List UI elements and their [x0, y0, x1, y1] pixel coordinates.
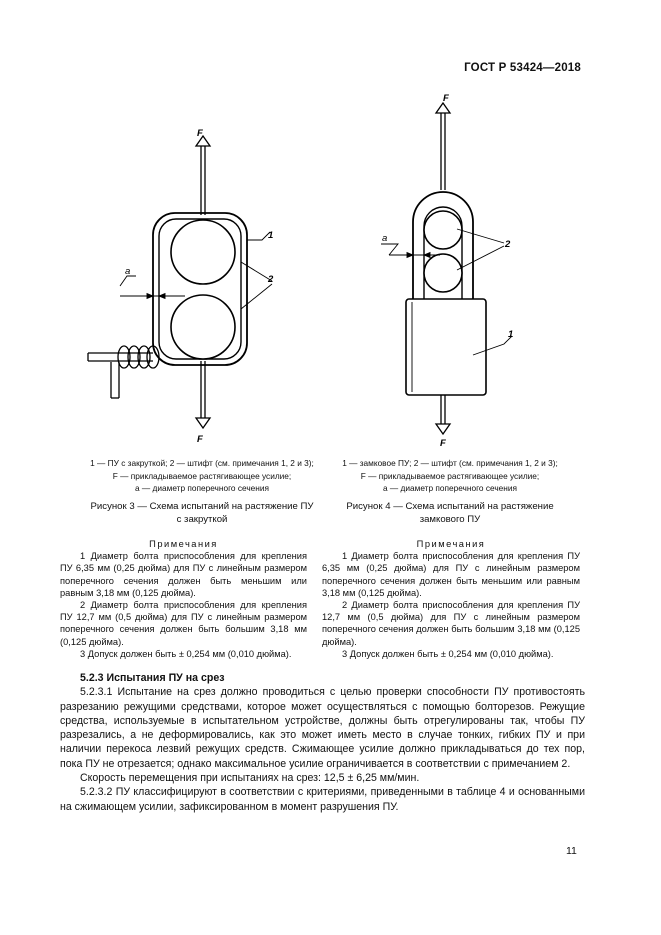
note-2: 2 Диаметр болта приспособления для крепления ПУ 12,7 мм (0,5 дюйма) для ПУ с линейным размером поперечного сечения должен быть большим 3,18 мм (0,125 дюйма). [322, 600, 580, 647]
figure-3-notes [60, 538, 307, 660]
section-heading: 5.2.3 Испытания ПУ на срез [80, 672, 225, 684]
paragraph: 5.2.3.1 Испытание на срез должно проводиться с целью проверки способности ПУ противостоять разрезанию режущими средствами, которое может осуществляться с помощью болторезов. Режущие средства, используемые в испытательном устройстве, должны быть отрегулированы так, чтобы ПУ разрезались, а не деформировались, как это может иметь место в случае тонких, гибких ПУ и при наличии перекоса лезвий режущих средств. Сжимающее усилие должно прикладываться до тех пор, пока ПУ не отрезается; однако максимальное усилие ограничивается в соответствии с примечанием 2. [60, 686, 585, 770]
label-f-top: F [197, 128, 203, 139]
figure-4-caption [310, 501, 590, 526]
force-arrow-top [436, 103, 450, 190]
section-5-2-3 [60, 671, 585, 814]
caption-line: Рисунок 4 — Схема испытаний на растяжение [346, 501, 554, 512]
force-arrow-bottom [436, 395, 450, 434]
legend-line: 1 — ПУ с закруткой; 2 — штифт (см. примечания 1, 2 и 3); [90, 458, 314, 468]
caption-line: замкового ПУ [419, 513, 481, 525]
note-1: 1 Диаметр болта приспособления для крепления ПУ 6,35 мм (0,25 дюйма) для ПУ с линейным размером поперечного сечения должен быть меньшим или равным 3,18 мм (0,125 дюйма). [60, 551, 307, 598]
lock-body [406, 299, 486, 395]
label-1: 1 [508, 329, 514, 340]
dimension-a [381, 244, 440, 258]
legend-line: F — прикладываемое растягивающее усилие; [360, 470, 540, 481]
notes-title: Примечания [149, 539, 218, 549]
note-2: 2 Диаметр болта приспособления для крепления ПУ 12,7 мм (0,5 дюйма) для ПУ с линейным размером поперечного сечения должен быть большим 3,18 мм (0,125 дюйма). [60, 600, 307, 647]
caption-line: Рисунок 3 — Схема испытаний на растяжение ПУ [90, 501, 314, 512]
pin-upper [424, 211, 462, 249]
legend-line: 1 — замковое ПУ; 2 — штифт (см. примечания 1, 2 и 3); [342, 458, 558, 468]
legend-line: a — диаметр поперечного сечения [135, 483, 269, 493]
label-2: 2 [505, 239, 511, 250]
note-1: 1 Диаметр болта приспособления для крепления ПУ 6,35 мм (0,25 дюйма) для ПУ с линейным размером поперечного сечения должен быть меньшим или равным 3,18 мм (0,125 дюйма). [322, 551, 580, 598]
standard-header: ГОСТ Р 53424—2018 [464, 62, 581, 74]
figure-3-caption [62, 501, 342, 526]
figure-4-legend [310, 457, 590, 495]
pin-lower [424, 254, 462, 292]
legend-line: F — прикладываемое растягивающее усилие; [112, 470, 292, 481]
notes-title: Примечания [416, 539, 486, 549]
figure-3-legend [62, 457, 342, 495]
legend-line: a — диаметр поперечного сечения [383, 483, 517, 493]
label-a: a [125, 266, 131, 277]
label-1: 1 [268, 230, 274, 241]
label-a: a [382, 233, 388, 244]
label-f-top: F [443, 93, 449, 104]
note-3: 3 Допуск должен быть ± 0,254 мм (0,010 дюйма). [80, 648, 292, 659]
label-2: 2 [268, 274, 274, 285]
figure-4-notes [322, 538, 580, 660]
paragraph: Скорость перемещения при испытаниях на срез: 12,5 ± 6,25 мм/мин. [80, 772, 420, 785]
caption-line: с закруткой [176, 513, 228, 525]
page-number: 11 [566, 845, 577, 857]
label-f-bottom: F [197, 434, 203, 445]
paragraph: 5.2.3.2 ПУ классифицируют в соответствии с критериями, приведенными в таблице 4 и основанными на сжимающем усилии, зафиксированном в момент разрушения ПУ. [60, 786, 585, 813]
label-f-bottom: F [440, 438, 446, 449]
note-3: 3 Допуск должен быть ± 0,254 мм (0,010 дюйма). [342, 648, 554, 659]
